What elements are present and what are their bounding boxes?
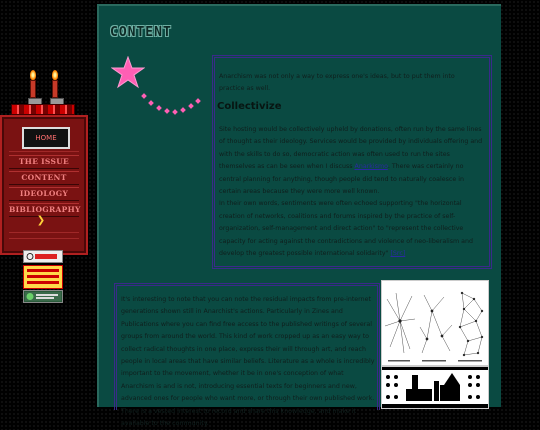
main-panel: [97, 4, 501, 428]
source-link[interactable]: [Src]: [390, 250, 406, 258]
intro-text: Anarchism was not only a way to express one's ideas, but to put them into practice as well.: [219, 73, 455, 93]
paragraph-text: Site hosting would be collectively upheld by donations, often run by the same lines of thought as their ideology. Services would be provided by individuals offering and with the skills to do so, democratic action was often used to run the sites themselves as can be seen when I discuss: [219, 126, 483, 171]
sparkle: [180, 107, 186, 113]
section-body: [219, 124, 483, 260]
anarchy-badge-icon: [25, 252, 61, 261]
page-title: CONTENT: [110, 25, 172, 40]
paragraph-text: . There was certainly no central planning for anything, though people did tend to naturally coalesce in certain areas because they were more well known.: [219, 163, 464, 196]
globe-badge-icon: [25, 292, 61, 301]
sparkle: [148, 100, 154, 106]
divider: [9, 232, 79, 233]
sidebar-item-the-issue[interactable]: THE ISSUE: [9, 155, 79, 169]
section-body: [121, 294, 375, 430]
paragraph: [219, 124, 483, 198]
sparkle: [195, 98, 201, 104]
zine-image: [381, 366, 489, 409]
home-label: HOME: [35, 134, 57, 142]
paragraph: [219, 198, 483, 260]
chevron-right-icon[interactable]: ❯: [36, 215, 46, 226]
free-country-badge-icon: [25, 267, 61, 287]
candles-decoration: [24, 68, 64, 106]
anarkismo-link[interactable]: Anarkismo: [354, 163, 388, 171]
divider: [9, 238, 79, 239]
candle-icon: [28, 70, 38, 106]
section-heading: Collectivize: [217, 101, 282, 112]
paragraph-text: In their own words, sentiments were often echoed supporting "the horizontal creation of networks, coalitions and forums inspired by the practice of self-organization, self-management and direct action" to "represent the collective capacity for acting against the contradictions and violence of neo-liberalism and develop the greatest possible international solidarity": [219, 200, 473, 258]
sidebar-item-content[interactable]: CONTENT: [9, 171, 79, 185]
pink-star-icon: [111, 56, 145, 90]
sparkle: [156, 105, 162, 111]
sidebar-item-ideology[interactable]: IDEOLOGY: [9, 187, 79, 201]
sparkle: [164, 108, 170, 114]
sidebar-nav: [0, 115, 88, 255]
anarchism-web-badge: [23, 290, 63, 303]
no-free-country-badge: [23, 265, 63, 289]
publications-section: [114, 283, 380, 428]
collectivize-section: [212, 55, 492, 269]
divider: [9, 151, 79, 152]
anarchy-now-badge: [23, 250, 63, 263]
sidebar-item-bibliography[interactable]: BIBLIOGRAPHY: [9, 203, 79, 217]
sparkle: [141, 93, 147, 99]
sparkle: [188, 103, 194, 109]
candle-icon: [50, 70, 60, 106]
home-button[interactable]: [22, 127, 70, 149]
network-diagram-icon: [381, 280, 489, 366]
paragraph: It's interesting to note that you can note the residual impacts from pre-internet generations shown still in Anarchist's actions. Particularly in Zines and Publications where you can find free access to the published writings of several groups from around the world. This kind of work cropped up as an easy way to collect radical thoughts in one place, express their will through art, and reach people in local areas that have similar beliefs. Literature as a whole is incredibly important to the movement, whether it be in one's conception of what Anarchism is and is not, introducing essential texts for beginners and new, advanced ones for people who want more, or through their own published work. There is a vested interest to record and share this knowledge, and make it available to the community.: [121, 296, 375, 428]
sparkle: [172, 109, 178, 115]
sidebar-banner: [11, 104, 75, 115]
